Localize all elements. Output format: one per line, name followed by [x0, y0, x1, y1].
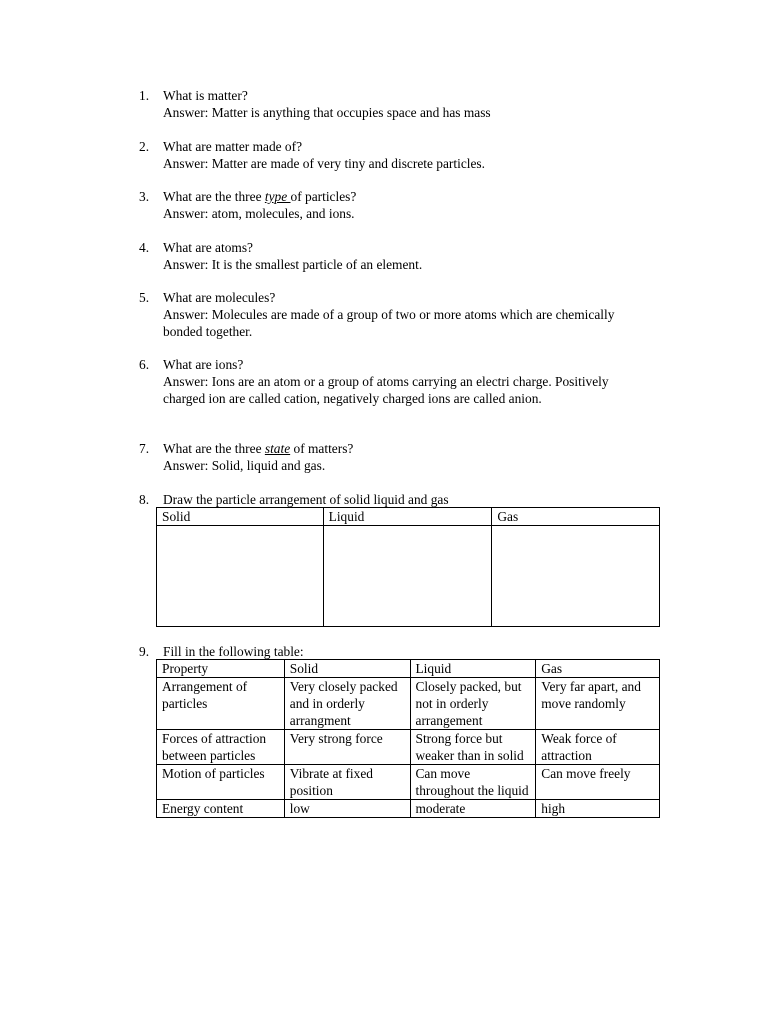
- question-2: [139, 138, 639, 172]
- header-cell: Gas: [536, 660, 660, 678]
- answer-text: Answer: Ions are an atom or a group of atoms carrying an electri charge. Positively charged ion are called cation, negatively charged ions are called anion.: [163, 374, 609, 406]
- question-number: 8.: [139, 492, 150, 507]
- question-4: [139, 239, 639, 273]
- table-cell: low: [284, 800, 410, 818]
- table-row: [157, 800, 660, 818]
- question-8: [139, 491, 639, 508]
- question-number: 7.: [139, 441, 150, 456]
- question-number: 4.: [139, 240, 150, 255]
- particle-drawing-table: [156, 507, 660, 627]
- question-text-part: What are the three: [163, 441, 265, 456]
- table-cell: Forces of attraction between particles: [157, 730, 285, 765]
- question-5: [139, 289, 639, 340]
- drawing-area-gas[interactable]: [492, 526, 660, 627]
- answer-text: Answer: Matter are made of very tiny and discrete particles.: [163, 156, 485, 171]
- question-number: 6.: [139, 357, 150, 372]
- question-number: 3.: [139, 189, 150, 204]
- header-cell-solid: Solid: [157, 508, 324, 526]
- question-text-part: What are the three: [163, 189, 265, 204]
- table-cell: Strong force but weaker than in solid: [410, 730, 536, 765]
- table-cell: Weak force of attraction: [536, 730, 660, 765]
- table-row: [157, 730, 660, 765]
- question-1: [139, 87, 639, 121]
- table-cell: Very far apart, and move randomly: [536, 678, 660, 730]
- question-text-part: of particles?: [290, 189, 357, 204]
- header-cell-gas: Gas: [492, 508, 660, 526]
- drawing-area-liquid[interactable]: [323, 526, 492, 627]
- table-row: [157, 678, 660, 730]
- question-9: [139, 643, 639, 660]
- table-row: [157, 765, 660, 800]
- answer-text: Answer: atom, molecules, and ions.: [163, 206, 355, 221]
- table-cell: Arrangement of particles: [157, 678, 285, 730]
- answer-text: Answer: Solid, liquid and gas.: [163, 458, 326, 473]
- drawing-area-solid[interactable]: [157, 526, 324, 627]
- table-header-row: [157, 508, 660, 526]
- table-cell: Can move freely: [536, 765, 660, 800]
- answer-text: Answer: Molecules are made of a group of two or more atoms which are chemically bonded together.: [163, 307, 615, 339]
- answer-text: Answer: Matter is anything that occupies space and has mass: [163, 105, 491, 120]
- table-cell: Very strong force: [284, 730, 410, 765]
- table-cell: Energy content: [157, 800, 285, 818]
- table-header-row: [157, 660, 660, 678]
- emphasized-word: type: [264, 189, 291, 204]
- header-cell-liquid: Liquid: [323, 508, 492, 526]
- table-cell: high: [536, 800, 660, 818]
- table-cell: Closely packed, but not in orderly arrangement: [410, 678, 536, 730]
- question-text: [163, 188, 639, 205]
- properties-table: [156, 659, 660, 818]
- question-text: [163, 440, 639, 457]
- table-cell: moderate: [410, 800, 536, 818]
- table-cell: Very closely packed and in orderly arrangment: [284, 678, 410, 730]
- question-text: Fill in the following table:: [163, 644, 304, 659]
- table-cell: Vibrate at fixed position: [284, 765, 410, 800]
- header-cell: Liquid: [410, 660, 536, 678]
- question-number: 5.: [139, 290, 150, 305]
- header-cell: Property: [157, 660, 285, 678]
- question-number: 2.: [139, 139, 150, 154]
- question-7: [139, 440, 639, 474]
- question-text: What are molecules?: [163, 290, 276, 305]
- emphasized-word: state: [264, 441, 291, 456]
- question-text: What is matter?: [163, 88, 248, 103]
- question-text: What are atoms?: [163, 240, 253, 255]
- question-number: 1.: [139, 88, 150, 103]
- header-cell: Solid: [284, 660, 410, 678]
- table-cell: Can move throughout the liquid: [410, 765, 536, 800]
- drawing-row: [157, 526, 660, 627]
- question-text: What are matter made of?: [163, 139, 303, 154]
- question-6: [139, 356, 639, 407]
- question-text-part: of matters?: [290, 441, 354, 456]
- answer-text: Answer: It is the smallest particle of an element.: [163, 257, 423, 272]
- question-number: 9.: [139, 644, 150, 659]
- question-3: [139, 188, 639, 222]
- question-text: What are ions?: [163, 357, 244, 372]
- table-cell: Motion of particles: [157, 765, 285, 800]
- question-text: Draw the particle arrangement of solid liquid and gas: [163, 492, 449, 507]
